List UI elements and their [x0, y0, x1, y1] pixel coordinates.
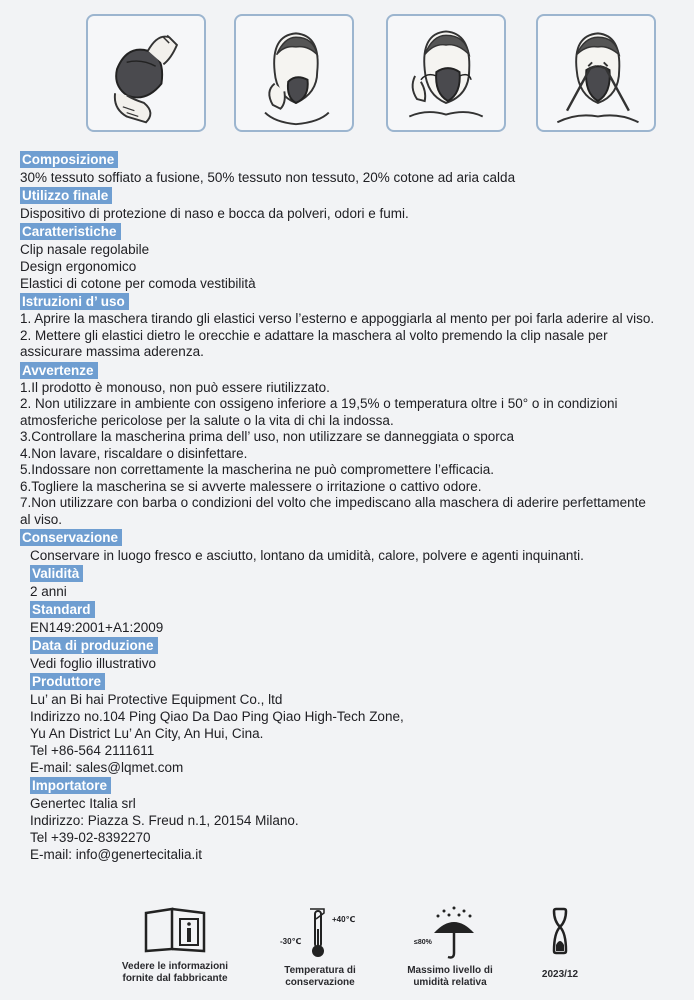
leaflet-text: [20, 150, 680, 863]
section-line: 1.Il prodotto è monouso, non può essere riutilizzato.: [20, 379, 330, 395]
illustration-unfold: [86, 14, 206, 132]
section-line: 6.Togliere la mascherina se si avverte malessere o irritazione o cattivo odore.: [20, 478, 482, 494]
section-line: 2. Non utilizzare in ambiente con ossigeno inferiore a 19,5% o temperatura oltre i 50° o in condizioni atmosferiche pericolose per la salute o la vita di chi la indossa.: [20, 396, 618, 428]
mask-nose-clip-icon: [538, 16, 654, 130]
manual-info-icon: [142, 905, 208, 953]
info-label-2: fornite dal fabbricante: [122, 973, 228, 984]
section-line: 3.Controllare la mascherina prima dell’ uso, non utilizzare se danneggiata o sporca: [20, 429, 515, 444]
section-avvertenze: [20, 361, 680, 529]
section-heading: Validità: [30, 565, 83, 582]
section-line: Conservare in luogo fresco e asciutto, lontano da umidità, calore, polvere e agenti inquinanti.: [30, 548, 584, 563]
symbol-temperature: [260, 905, 380, 989]
section-line: Lu’ an Bi hai Protective Equipment Co., ltd: [30, 692, 283, 707]
section-line: 4.Non lavare, riscaldare o disinfettare.: [20, 445, 248, 461]
section-line: 7.Non utilizzare con barba o condizioni del volto che impediscano alla maschera di aderire perfettamente al viso.: [20, 495, 646, 527]
temp-min: -30℃: [280, 937, 302, 946]
section-line: Tel +39-02-8392270: [30, 830, 151, 845]
section-composizione: [20, 150, 680, 186]
section-heading: Standard: [30, 601, 95, 618]
section-line: Elastici di cotone per comoda vestibilità: [20, 276, 256, 291]
mask-place-chin-icon: [236, 16, 352, 130]
illustration-place-chin: [234, 14, 354, 132]
section-caratteristiche: [20, 222, 680, 292]
section-line: Dispositivo di protezione di naso e bocca da polveri, odori e fumi.: [20, 206, 409, 221]
section-heading: Importatore: [30, 777, 111, 794]
section-heading: Composizione: [20, 151, 118, 168]
section-line: Genertec Italia srl: [30, 796, 136, 811]
section-line: 2 anni: [30, 584, 67, 599]
umbrella-rain-icon: [430, 905, 480, 961]
usage-illustrations: [80, 14, 660, 136]
symbol-humidity: [390, 905, 510, 989]
section-line: 1. Aprire la maschera tirando gli elastici verso l’esterno e appoggiarla al mento per poi farla aderire al viso.: [20, 311, 655, 326]
section-line: E-mail: sales@lqmet.com: [30, 760, 184, 775]
temperature-label-1: Temperatura di: [284, 965, 356, 976]
section-line: Indirizzo no.104 Ping Qiao Da Dao Ping Qiao High-Tech Zone,: [30, 709, 404, 724]
humidity-label-2: umidità relativa: [413, 977, 487, 988]
section-heading: Utilizzo finale: [20, 187, 112, 204]
section-heading: Caratteristiche: [20, 223, 121, 240]
section-standard: [20, 600, 680, 636]
section-heading: Istruzioni d’ uso: [20, 293, 129, 310]
section-utilizzo-finale: [20, 186, 680, 222]
section-importatore: [20, 776, 680, 863]
section-conservazione: [20, 528, 680, 564]
section-line: E-mail: info@genertecitalia.it: [30, 847, 203, 862]
section-produttore: [20, 672, 680, 776]
section-line: 30% tessuto soffiato a fusione, 50% tessuto non tessuto, 20% cotone ad aria calda: [20, 170, 516, 185]
section-heading: Avvertenze: [20, 362, 98, 379]
section-line: 2. Mettere gli elastici dietro le orecchie e adattare la maschera al volto premendo la clip nasale per assicurare massima aderenza.: [20, 327, 608, 359]
mask-ear-loops-icon: [388, 16, 504, 130]
symbol-info: [100, 905, 250, 985]
humidity-value: ≤80%: [414, 939, 432, 946]
section-heading: Produttore: [30, 673, 105, 690]
thermometer-icon: [304, 905, 334, 961]
section-validita: [20, 564, 680, 600]
temp-max: +40℃: [332, 915, 356, 924]
symbol-expiry: [520, 905, 600, 981]
section-heading: Conservazione: [20, 529, 122, 546]
expiry-date: 2023/12: [541, 969, 579, 980]
illustration-nose-clip: [536, 14, 656, 132]
section-line: Design ergonomico: [20, 259, 137, 274]
info-label-1: Vedere le informazioni: [121, 961, 229, 972]
section-istruzioni: [20, 292, 680, 361]
footer-symbols: [100, 905, 620, 995]
section-line: EN149:2001+A1:2009: [30, 620, 164, 635]
section-line: Indirizzo: Piazza S. Freud n.1, 20154 Milano.: [30, 813, 299, 828]
temperature-label-2: conservazione: [285, 977, 355, 988]
hourglass-icon: [548, 905, 572, 957]
mask-unfold-icon: [88, 16, 204, 130]
section-line: Yu An District Lu’ An City, An Hui, Cina.: [30, 726, 264, 741]
illustration-ear-loops: [386, 14, 506, 132]
section-data-produzione: [20, 636, 680, 672]
humidity-label-1: Massimo livello di: [407, 965, 493, 976]
section-line: Clip nasale regolabile: [20, 242, 150, 257]
section-line: 5.Indossare non correttamente la mascherina ne può compromettere l’efficacia.: [20, 462, 495, 477]
section-line: Vedi foglio illustrativo: [30, 656, 157, 671]
section-line: Tel +86-564 2111611: [30, 743, 155, 758]
section-heading: Data di produzione: [30, 637, 158, 654]
